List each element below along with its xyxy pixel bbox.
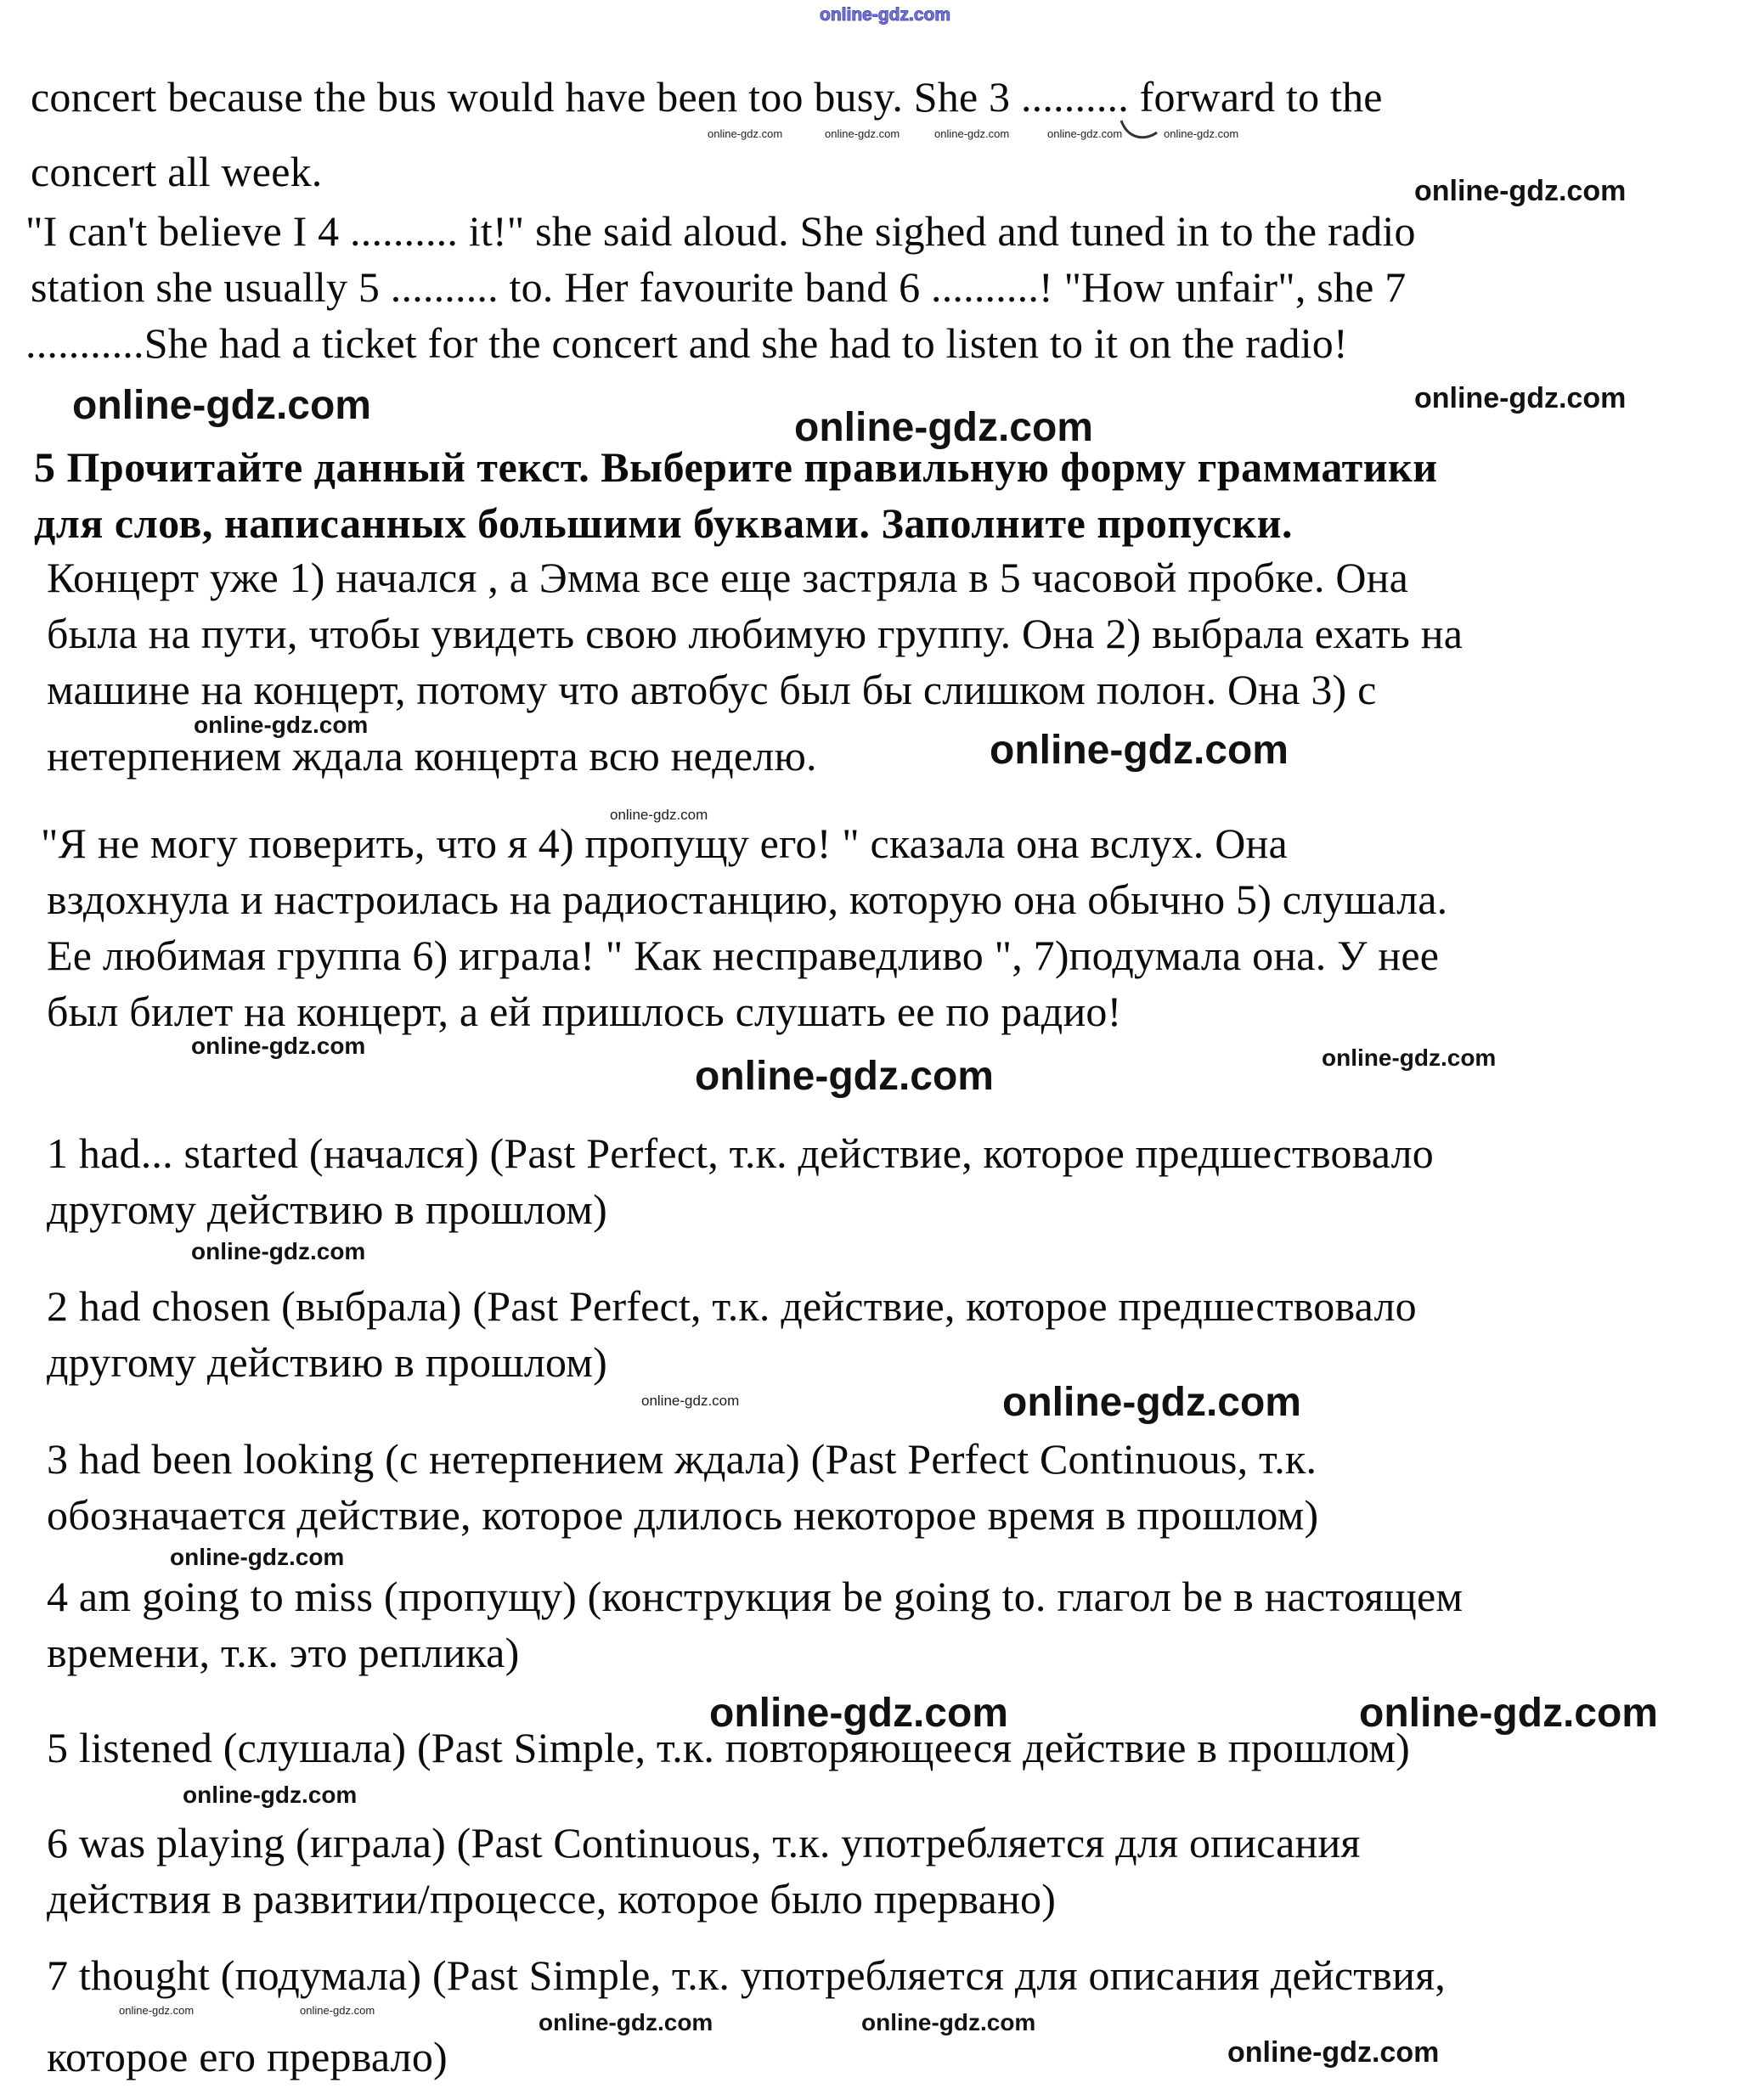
passage-line-ru: "Я не могу поверить, что я 4) пропущу его! " сказала она вслух. Она: [41, 819, 1288, 867]
task-heading-line: 5 Прочитайте данный текст. Выберите правильную форму грамматики: [34, 443, 1438, 491]
watermark-tiny: online-gdz.com: [1047, 127, 1123, 140]
answer-line: действия в развитии/процессе, которое было прервано): [47, 1875, 1057, 1923]
watermark-tiny: online-gdz.com: [934, 127, 1010, 140]
answer-line: которое его прервало): [47, 2033, 448, 2080]
answer-line: 3 had been looking (с нетерпением ждала) (Past Perfect Continuous, т.к.: [47, 1435, 1317, 1483]
passage-line-en: "I can't believe I 4 .......... it!" she said aloud. She sighed and tuned in to the radio: [25, 207, 1416, 255]
watermark-big-center: online-gdz.com: [709, 1691, 1008, 1736]
passage-line-ru: была на пути, чтобы увидеть свою любимую группу. Она 2) выбрала ехать на: [47, 610, 1464, 657]
watermark-small-mid: online-gdz.com: [610, 807, 708, 823]
answer-line: обозначается действие, которое длилось некоторое время в прошлом): [47, 1491, 1319, 1539]
watermark-answer1: online-gdz.com: [191, 1238, 366, 1264]
watermark-small: online-gdz.com: [641, 1393, 740, 1409]
watermark-tiny: online-gdz.com: [825, 127, 900, 140]
answer-line: 6 was playing (играла) (Past Continuous, т.к. употребляется для описания: [47, 1819, 1361, 1866]
watermark-big-mid: online-gdz.com: [990, 728, 1289, 773]
watermark-row-left: online-gdz.com: [191, 1033, 366, 1059]
passage-line-en: concert because the bus would have been too busy. She 3 .......... forward to the: [31, 73, 1383, 121]
passage-line-en: ...........She had a ticket for the concert and she had to listen to it on the radio!: [25, 319, 1348, 367]
watermark-top-blue: online-gdz.com: [820, 5, 950, 25]
answer-line: 7 thought (подумала) (Past Simple, т.к. употребляется для описания действия,: [47, 1951, 1446, 1999]
watermark-mid-left: online-gdz.com: [194, 712, 369, 738]
passage-line-ru: Концерт уже 1) начался , а Эмма все еще застряла в 5 часовой пробке. Она: [47, 554, 1409, 601]
watermark-right: online-gdz.com: [1414, 382, 1627, 414]
task-heading-line: для слов, написанных большими буквами. Заполните пропуски.: [34, 499, 1293, 547]
answer-line: другому действию в прошлом): [47, 1338, 607, 1386]
watermark-tiny: online-gdz.com: [119, 2004, 195, 2017]
answer-line: 2 had chosen (выбрала) (Past Perfect, т.к. действие, которое предшествовало: [47, 1282, 1417, 1330]
watermark-answer5: online-gdz.com: [183, 1782, 358, 1808]
watermark-tiny: online-gdz.com: [1164, 127, 1239, 140]
answer-line: 5 listened (слушала) (Past Simple, т.к. повторяющееся действие в прошлом): [47, 1724, 1411, 1771]
watermark-bottom: online-gdz.com: [539, 2009, 713, 2035]
watermark-bottom-right: online-gdz.com: [1227, 2036, 1440, 2069]
watermark-tiny: online-gdz.com: [300, 2004, 375, 2017]
watermark-answer3: online-gdz.com: [170, 1544, 345, 1570]
watermark-row-right: online-gdz.com: [1322, 1044, 1497, 1071]
passage-line-ru: вздохнула и настроилась на радиостанцию, которую она обычно 5) слушала.: [47, 875, 1448, 923]
passage-line-en: concert all week.: [31, 148, 323, 195]
answer-line: 1 had... started (начался) (Past Perfect, т.к. действие, которое предшествовало: [47, 1129, 1434, 1177]
passage-line-en: station she usually 5 .......... to. Her favourite band 6 ..........! "How unfair", she 7: [31, 263, 1407, 311]
passage-line-ru: машине на концерт, потому что автобус был бы слишком полон. Она 3) с: [47, 666, 1377, 713]
answer-line: другому действию в прошлом): [47, 1185, 607, 1233]
passage-line-ru: Ее любимая группа 6) играла! " Как несправедливо ", 7)подумала она. У нее: [47, 932, 1440, 979]
watermark-row-center: online-gdz.com: [695, 1054, 994, 1099]
passage-line-ru: был билет на концерт, а ей пришлось слушать ее по радио!: [47, 988, 1122, 1035]
watermark-tiny: online-gdz.com: [708, 127, 783, 140]
watermark-big-left: online-gdz.com: [72, 383, 371, 428]
watermark-right: online-gdz.com: [1414, 175, 1627, 207]
swoosh-mark: [1120, 117, 1159, 141]
watermark-big-right: online-gdz.com: [1359, 1691, 1658, 1736]
watermark-big-center: online-gdz.com: [794, 405, 1093, 450]
watermark-big: online-gdz.com: [1002, 1380, 1301, 1425]
passage-line-ru: нетерпением ждала концерта всю неделю.: [47, 732, 817, 780]
answer-line: времени, т.к. это реплика): [47, 1629, 520, 1676]
watermark-bottom: online-gdz.com: [861, 2009, 1036, 2035]
answer-line: 4 am going to miss (пропущу) (конструкция be going to. глагол be в настоящем: [47, 1573, 1464, 1620]
